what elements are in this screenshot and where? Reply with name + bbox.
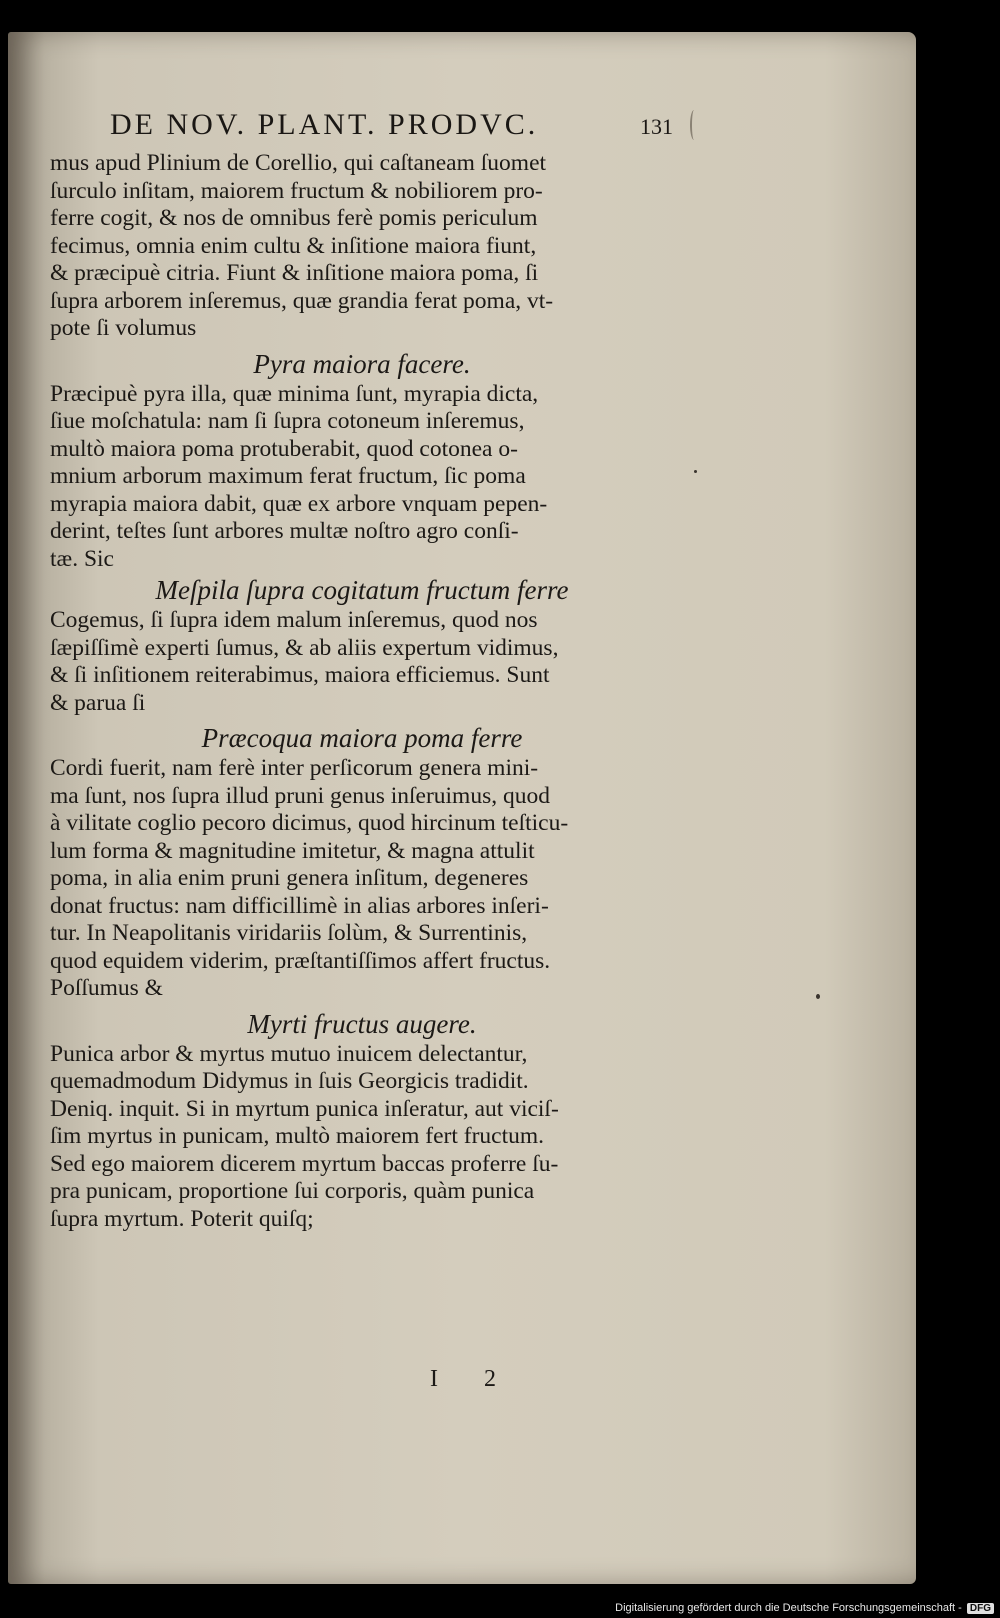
text-line: ſiue moſchatula: nam ſi ſupra cotoneum inſeremus, (50, 408, 525, 434)
text-line: Cordi fuerit, nam ferè inter perſicorum genera mini- (50, 755, 539, 781)
text-line: multò maiora poma protuberabit, quod cotonea o- (50, 435, 518, 462)
text-line: quemadmodum Didymus in ſuis Georgicis tradidit. (50, 1068, 529, 1094)
text-line: Deniq. inquit. Si in myrtum punica inſeratur, aut viciſ- (50, 1095, 559, 1122)
text-line: lum forma & magnitudine imitetur, & magna attulit (50, 837, 535, 864)
text-line: ſupra myrtum. Poterit quiſq; (50, 1205, 314, 1232)
running-header (110, 108, 680, 148)
text-line: à vilitate coglio pecoro dicimus, quod hircinum teſticu- (50, 810, 569, 836)
text-line: pra punicam, proportione ſui corporis, quàm punica (50, 1178, 535, 1204)
text-line: Sed ego maiorem dicerem myrtum baccas proferre ſu- (50, 1150, 559, 1177)
section-heading: Pyra maiora facere. (253, 348, 471, 379)
text-line: Cogemus, ſi ſupra idem malum inſeremus, quod nos (50, 607, 538, 633)
paragraph (50, 607, 674, 717)
text-line: ſim myrtus in punicam, multò maiorem fert fructum. (50, 1123, 545, 1149)
text-line: poma, in alia enim pruni genera inſitum, degeneres (50, 865, 529, 891)
signature-mark: I 2 (430, 1366, 516, 1392)
credit-text: Digitalisierung gefördert durch die Deutsche Forschungsgemeinschaft - (615, 1602, 962, 1614)
text-line: ferre cogit, & nos de omnibus ferè pomis periculum (50, 205, 538, 231)
paragraph (50, 755, 674, 1003)
text-line: & parua ſi (50, 689, 146, 716)
text-line: tæ. Sic (50, 545, 114, 572)
section-heading: Meſpila ſupra cogitatum fructum ferre (155, 575, 569, 605)
section-heading: Præcoqua maiora poma ferre (201, 723, 523, 753)
page-body (50, 150, 674, 1233)
ink-speck (694, 470, 697, 473)
text-line: tur. In Neapolitanis viridariis ſolùm, & Surrentinis, (50, 920, 528, 946)
text-line: mnium arborum maximum ferat fructum, ſic poma (50, 463, 526, 489)
digitization-credit (615, 1602, 994, 1614)
text-line: derint, teſtes ſunt arbores multæ noſtro agro conſi- (50, 518, 519, 544)
text-line: donat fructus: nam difficillimè in alias arbores inſeri- (50, 892, 549, 919)
text-line: pote ſi volumus (50, 315, 197, 341)
text-line: & ſi inſitionem reiterabimus, maiora efficiemus. Sunt (50, 662, 550, 688)
text-line: ma ſunt, nos ſupra illud pruni genus inſeruimus, quod (50, 782, 550, 809)
text-line: Punica arbor & myrtus mutuo inuicem delectantur, (50, 1040, 528, 1067)
page-number: 131 (640, 114, 673, 139)
text-line: Præcipuè pyra illa, quæ minima ſunt, myrapia dicta, (50, 380, 539, 407)
paragraph (50, 381, 674, 574)
text-line: mus apud Plinium de Corellio, qui caſtaneam ſuomet (50, 150, 547, 176)
text-line: Poſſumus & (50, 975, 163, 1001)
text-line: ſæpiſſimè experti ſumus, & ab aliis expertum vidimus, (50, 634, 559, 661)
dfg-logo-icon: DFG (967, 1603, 994, 1614)
margin-mark (690, 110, 698, 140)
section-heading: Myrti fructus augere. (247, 1008, 477, 1039)
text-line: ſupra arborem inſeremus, quæ grandia ferat poma, vt- (50, 287, 554, 314)
text-line: ſurculo inſitam, maiorem fructum & nobiliorem pro- (50, 177, 543, 204)
ink-speck (816, 994, 820, 999)
paragraph (50, 1041, 674, 1234)
text-line: quod equidem viderim, præſtantiſſimos affert fructus. (50, 947, 551, 974)
text-line: fecimus, omnia enim cultu & inſitione maiora fiunt, (50, 232, 537, 259)
running-title: DE NOV. PLANT. PRODVC. (110, 108, 539, 141)
text-line: myrapia maiora dabit, quæ ex arbore vnquam pepen- (50, 490, 548, 517)
paragraph (50, 150, 674, 343)
text-line: & præcipuè citria. Fiunt & inſitione maiora poma, ſi (50, 260, 539, 286)
